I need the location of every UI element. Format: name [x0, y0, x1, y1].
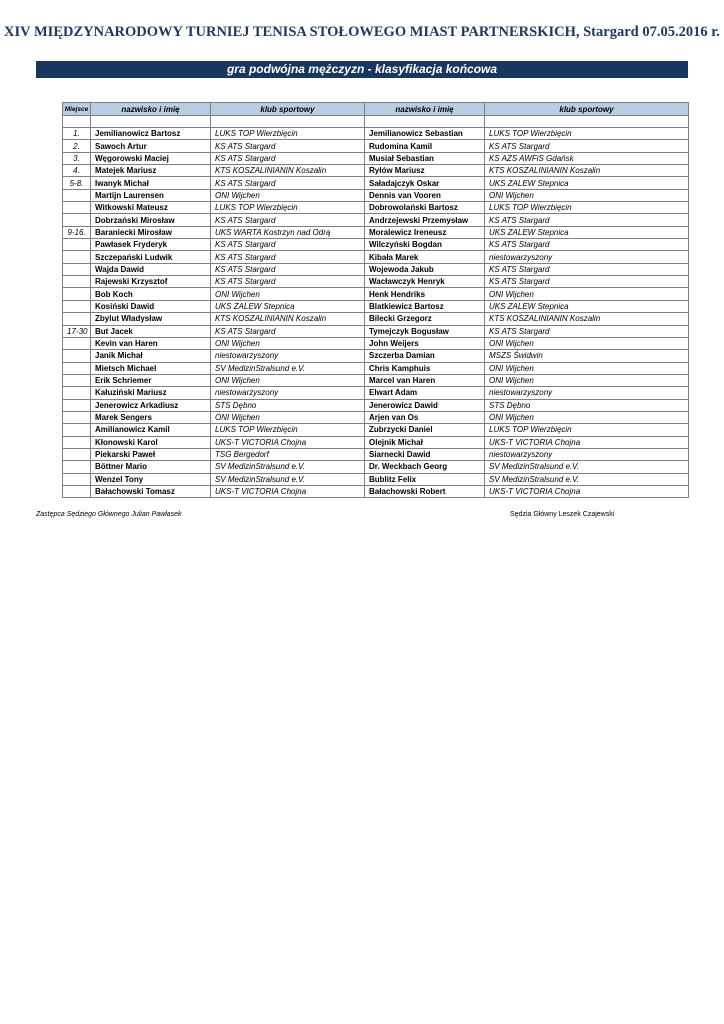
player-1-name: Marek Sengers — [91, 411, 211, 423]
player-2-name: Arjen van Os — [365, 411, 485, 423]
player-2-club: UKS-T VICTORIA Chojna — [485, 485, 689, 497]
place-cell: 17-30 — [63, 325, 91, 337]
place-cell — [63, 276, 91, 288]
table-row — [63, 350, 689, 362]
player-1-name: Rajewski Krzysztof — [91, 276, 211, 288]
table-row — [63, 387, 689, 399]
place-cell — [63, 214, 91, 226]
place-cell — [63, 350, 91, 362]
player-1-club: SV MedizinStralsund e.V. — [211, 461, 365, 473]
header-club-2: klub sportowy — [485, 103, 689, 116]
place-cell: 4. — [63, 165, 91, 177]
place-cell — [63, 461, 91, 473]
place-cell — [63, 202, 91, 214]
player-2-club: KS AZS AWFiS Gdańsk — [485, 152, 689, 164]
player-1-name: Martijn Laurensen — [91, 189, 211, 201]
player-1-name: Janik Michał — [91, 350, 211, 362]
player-1-name: Bałachowski Tomasz — [91, 485, 211, 497]
player-1-club: niestowarzyszony — [211, 387, 365, 399]
place-cell: 3. — [63, 152, 91, 164]
player-2-club: ONI Wijchen — [485, 374, 689, 386]
place-cell — [63, 374, 91, 386]
table-header-row — [63, 103, 689, 116]
player-1-club: SV MedizinStralsund e.V. — [211, 473, 365, 485]
table-row — [63, 177, 689, 189]
table-row — [63, 276, 689, 288]
header-place: Miejsce — [63, 103, 91, 116]
table-row — [63, 288, 689, 300]
place-cell — [63, 424, 91, 436]
player-1-name: Jemilianowicz Bartosz — [91, 128, 211, 140]
place-cell — [63, 411, 91, 423]
table-row — [63, 140, 689, 152]
player-2-name: Musiał Sebastian — [365, 152, 485, 164]
player-1-name: Amilianowicz Kamil — [91, 424, 211, 436]
player-1-club: KS ATS Stargard — [211, 325, 365, 337]
player-2-club: KTS KOSZALINIANIN Koszalin — [485, 165, 689, 177]
player-2-name: Szczerba Damian — [365, 350, 485, 362]
player-2-name: Bałachowski Robert — [365, 485, 485, 497]
player-2-name: Jenerowicz Dawid — [365, 399, 485, 411]
player-1-name: Wenzel Tony — [91, 473, 211, 485]
table-row — [63, 300, 689, 312]
player-1-club: KS ATS Stargard — [211, 140, 365, 152]
player-1-club: ONI Wijchen — [211, 374, 365, 386]
player-2-club: KS ATS Stargard — [485, 214, 689, 226]
player-2-club: UKS ZALEW Stepnica — [485, 226, 689, 238]
document-title: XIV MIĘDZYNARODOWY TURNIEJ TENISA STOŁOWEGO MIAST PARTNERSKICH, Stargard 07.05.2016 r. — [4, 24, 720, 40]
place-cell — [63, 473, 91, 485]
player-2-club: UKS-T VICTORIA Chojna — [485, 436, 689, 448]
player-1-name: Węgorowski Maciej — [91, 152, 211, 164]
player-2-name: Ryłów Mariusz — [365, 165, 485, 177]
player-1-name: Witkowski Mateusz — [91, 202, 211, 214]
player-1-club: UKS WARTA Kostrzyn nad Odrą — [211, 226, 365, 238]
place-cell — [63, 300, 91, 312]
player-2-name: Henk Hendriks — [365, 288, 485, 300]
player-1-name: Sawoch Artur — [91, 140, 211, 152]
player-1-club: KTS KOSZALINIANIN Koszalin — [211, 165, 365, 177]
player-1-club: LUKS TOP Wierzbięcin — [211, 128, 365, 140]
player-1-club: KS ATS Stargard — [211, 276, 365, 288]
place-cell — [63, 448, 91, 460]
deputy-referee-signature: Zastępca Sędziego Głównego Julian Pawłasek — [36, 511, 182, 518]
player-2-club: niestowarzyszony — [485, 448, 689, 460]
place-cell: 5-8. — [63, 177, 91, 189]
header-name-2: nazwisko i imię — [365, 103, 485, 116]
player-1-name: Jenerowicz Arkadiusz — [91, 399, 211, 411]
table-row — [63, 325, 689, 337]
player-2-name: Saładajczyk Oskar — [365, 177, 485, 189]
player-1-club: SV MedizinStralsund e.V. — [211, 362, 365, 374]
player-2-club: niestowarzyszony — [485, 251, 689, 263]
player-1-name: Iwanyk Michał — [91, 177, 211, 189]
table-row — [63, 313, 689, 325]
place-cell — [63, 337, 91, 349]
place-cell — [63, 239, 91, 251]
player-1-club: LUKS TOP Wierzbięcin — [211, 424, 365, 436]
place-cell — [63, 251, 91, 263]
player-2-name: Moralewicz Ireneusz — [365, 226, 485, 238]
player-2-name: Marcel van Haren — [365, 374, 485, 386]
table-row — [63, 448, 689, 460]
player-1-name: Bob Koch — [91, 288, 211, 300]
player-2-club: ONI Wijchen — [485, 189, 689, 201]
player-1-name: Wajda Dawid — [91, 263, 211, 275]
player-1-club: KS ATS Stargard — [211, 263, 365, 275]
place-cell: 9-16. — [63, 226, 91, 238]
player-1-name: Szczepański Ludwik — [91, 251, 211, 263]
player-2-name: Dennis van Vooren — [365, 189, 485, 201]
player-1-name: Kłonowski Karol — [91, 436, 211, 448]
place-cell — [63, 485, 91, 497]
header-name-1: nazwisko i imię — [91, 103, 211, 116]
table-row — [63, 251, 689, 263]
place-cell: 2. — [63, 140, 91, 152]
table-row — [63, 263, 689, 275]
player-1-name: Matejek Mariusz — [91, 165, 211, 177]
player-1-club: KS ATS Stargard — [211, 177, 365, 189]
player-1-club: UKS ZALEW Stepnica — [211, 300, 365, 312]
player-1-club: UKS-T VICTORIA Chojna — [211, 436, 365, 448]
player-1-name: Mietsch Michael — [91, 362, 211, 374]
player-1-club: STS Dębno — [211, 399, 365, 411]
player-2-name: Olejnik Michał — [365, 436, 485, 448]
place-cell — [63, 288, 91, 300]
chief-referee-signature: Sędzia Główny Leszek Czajewski — [510, 511, 615, 518]
player-2-name: John Weijers — [365, 337, 485, 349]
table-row — [63, 485, 689, 497]
player-2-name: Dr. Weckbach Georg — [365, 461, 485, 473]
player-2-name: Kibała Marek — [365, 251, 485, 263]
player-2-name: Wacławczyk Henryk — [365, 276, 485, 288]
player-2-name: Blatkiewicz Bartosz — [365, 300, 485, 312]
player-2-name: Wilczyński Bogdan — [365, 239, 485, 251]
player-1-name: But Jacek — [91, 325, 211, 337]
player-2-club: STS Dębno — [485, 399, 689, 411]
player-2-club: ONI Wijchen — [485, 337, 689, 349]
player-2-name: Chris Kamphuis — [365, 362, 485, 374]
player-1-club: ONI Wijchen — [211, 189, 365, 201]
player-1-name: Piekarski Paweł — [91, 448, 211, 460]
player-1-club: KS ATS Stargard — [211, 152, 365, 164]
table-row — [63, 128, 689, 140]
place-cell — [63, 263, 91, 275]
player-1-club: niestowarzyszony — [211, 350, 365, 362]
player-2-club: SV MedizinStralsund e.V. — [485, 461, 689, 473]
player-1-name: Kevin van Haren — [91, 337, 211, 349]
place-cell — [63, 189, 91, 201]
player-1-name: Böttner Mario — [91, 461, 211, 473]
player-2-club: ONI Wijchen — [485, 411, 689, 423]
table-row — [63, 239, 689, 251]
player-2-club: KS ATS Stargard — [485, 140, 689, 152]
table-row — [63, 202, 689, 214]
player-2-club: SV MedizinStralsund e.V. — [485, 473, 689, 485]
table-row — [63, 461, 689, 473]
player-1-club: KS ATS Stargard — [211, 251, 365, 263]
player-2-club: ONI Wijchen — [485, 288, 689, 300]
player-1-club: LUKS TOP Wierzbięcin — [211, 202, 365, 214]
player-2-name: Zubrzycki Daniel — [365, 424, 485, 436]
player-1-name: Baraniecki Mirosław — [91, 226, 211, 238]
player-2-name: Bilecki Grzegorz — [365, 313, 485, 325]
player-1-club: KS ATS Stargard — [211, 214, 365, 226]
place-cell — [63, 399, 91, 411]
classification-subtitle: gra podwójna mężczyzn - klasyfikacja końcowa — [36, 61, 688, 78]
place-cell: 1. — [63, 128, 91, 140]
player-2-club: KTS KOSZALINIANIN Koszalin — [485, 313, 689, 325]
player-2-club: KS ATS Stargard — [485, 239, 689, 251]
player-1-name: Zbylut Władysław — [91, 313, 211, 325]
player-1-club: KTS KOSZALINIANIN Koszalin — [211, 313, 365, 325]
table-row — [63, 226, 689, 238]
player-1-name: Dobrzański Mirosław — [91, 214, 211, 226]
place-cell — [63, 436, 91, 448]
place-cell — [63, 362, 91, 374]
player-1-club: TSG Bergedorf — [211, 448, 365, 460]
table-row — [63, 399, 689, 411]
table-row — [63, 189, 689, 201]
player-2-name: Tymejczyk Bogusław — [365, 325, 485, 337]
player-2-club: KS ATS Stargard — [485, 276, 689, 288]
player-2-name: Siarnecki Dawid — [365, 448, 485, 460]
player-1-name: Erik Schriemer — [91, 374, 211, 386]
player-2-club: KS ATS Stargard — [485, 263, 689, 275]
player-1-name: Pawłasek Fryderyk — [91, 239, 211, 251]
player-2-name: Elwart Adam — [365, 387, 485, 399]
player-2-club: LUKS TOP Wierzbięcin — [485, 128, 689, 140]
player-2-name: Jemilianowicz Sebastian — [365, 128, 485, 140]
player-2-name: Rudomina Kamil — [365, 140, 485, 152]
player-2-club: ONI Wijchen — [485, 362, 689, 374]
table-row — [63, 411, 689, 423]
player-1-club: KS ATS Stargard — [211, 239, 365, 251]
player-2-club: UKS ZALEW Stepnica — [485, 177, 689, 189]
player-2-name: Dobrowolański Bartosz — [365, 202, 485, 214]
player-1-club: ONI Wijchen — [211, 288, 365, 300]
table-row — [63, 362, 689, 374]
results-table — [62, 102, 689, 498]
player-2-name: Andrzejewski Przemysław — [365, 214, 485, 226]
table-row — [63, 165, 689, 177]
table-row — [63, 374, 689, 386]
player-1-name: Kałuziński Mariusz — [91, 387, 211, 399]
table-row — [63, 436, 689, 448]
empty-row — [63, 116, 689, 128]
player-2-name: Wojewoda Jakub — [365, 263, 485, 275]
player-2-club: UKS ZALEW Stepnica — [485, 300, 689, 312]
header-club-1: klub sportowy — [211, 103, 365, 116]
place-cell — [63, 313, 91, 325]
table-row — [63, 214, 689, 226]
player-2-club: niestowarzyszony — [485, 387, 689, 399]
player-2-name: Bublitz Felix — [365, 473, 485, 485]
player-1-club: ONI Wijchen — [211, 411, 365, 423]
place-cell — [63, 387, 91, 399]
table-row — [63, 152, 689, 164]
player-2-club: MSZS Świdwin — [485, 350, 689, 362]
table-row — [63, 337, 689, 349]
player-2-club: LUKS TOP Wierzbięcin — [485, 202, 689, 214]
table-row — [63, 473, 689, 485]
player-1-club: ONI Wijchen — [211, 337, 365, 349]
player-2-club: KS ATS Stargard — [485, 325, 689, 337]
player-1-name: Kosiński Dawid — [91, 300, 211, 312]
table-row — [63, 424, 689, 436]
player-2-club: LUKS TOP Wierzbięcin — [485, 424, 689, 436]
player-1-club: UKS-T VICTORIA Chojna — [211, 485, 365, 497]
